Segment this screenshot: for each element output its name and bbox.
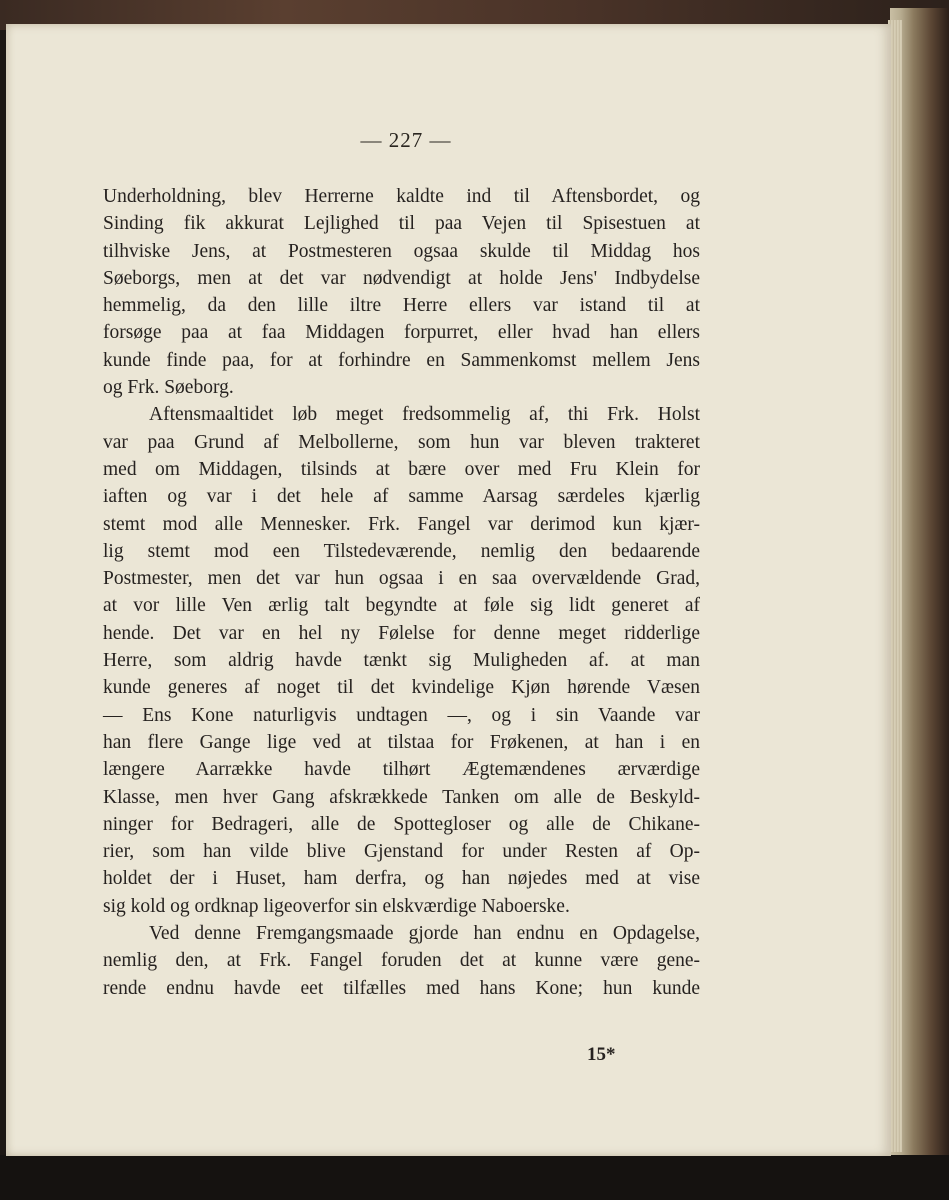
text-line: Søeborgs, men at det var nødvendigt at holde Jens' Indbydelse	[103, 267, 700, 289]
text-line: nemlig den, at Frk. Fangel foruden det at kunne være gene-	[103, 950, 700, 972]
text-line: Underholdning, blev Herrerne kaldte ind til Aftensbordet, og	[103, 186, 700, 207]
text-line: at vor lille Ven ærlig talt begyndte at føle sig lidt generet af	[103, 595, 700, 617]
text-line: Sinding fik akkurat Lejlighed til paa Vejen til Spisestuen at	[103, 213, 700, 235]
text-line: Klasse, men hver Gang afskrækkede Tanken om alle de Beskyld-	[103, 786, 700, 808]
text-line: rier, som han vilde blive Gjenstand for under Resten af Op-	[103, 841, 700, 863]
text-line: hende. Det var en hel ny Følelse for denne meget ridderlige	[103, 622, 700, 644]
page-body-text	[103, 183, 700, 1002]
text-line: var paa Grund af Melbollerne, som hun var bleven trakteret	[103, 431, 700, 453]
text-line: Aftensmaaltidet løb meget fredsommelig af, thi Frk. Holst	[149, 404, 700, 426]
text-line: han flere Gange lige ved at tilstaa for Frøkenen, at han i en	[103, 731, 700, 753]
text-line: forsøge paa at faa Middagen forpurret, eller hvad han ellers	[103, 322, 700, 344]
text-line: iaften og var i det hele af samme Aarsag særdeles kjærlig	[103, 486, 700, 508]
text-line: sig kold og ordknap ligeoverfor sin elskværdige Naboerske.	[103, 895, 570, 917]
text-line: kunde finde paa, for at forhindre en Sammenkomst mellem Jens	[103, 349, 700, 371]
text-line: med om Middagen, tilsinds at bære over med Fru Klein for	[103, 458, 700, 480]
text-line: stemt mod alle Mennesker. Frk. Fangel var derimod kun kjær-	[103, 513, 700, 535]
book-bottom-edge	[0, 1155, 949, 1200]
signature-mark: 15*	[587, 1044, 616, 1065]
book-page	[6, 24, 891, 1156]
text-line: holdet der i Huset, ham derfra, og han nøjedes med at vise	[103, 868, 700, 890]
text-line: længere Aarrække havde tilhørt Ægtemændenes ærværdige	[103, 759, 700, 781]
text-line: tilhviske Jens, at Postmesteren ogsaa skulde til Middag hos	[103, 240, 700, 262]
text-line: Ved denne Fremgangsmaade gjorde han endnu en Opdagelse,	[149, 923, 700, 945]
text-line: ninger for Bedrageri, alle de Spottegloser og alle de Chikane-	[103, 813, 700, 835]
text-line: og Frk. Søeborg.	[103, 377, 234, 399]
text-line: Herre, som aldrig havde tænkt sig Muligheden af. at man	[103, 650, 700, 672]
text-line: Postmester, men det var hun ogsaa i en saa overvældende Grad,	[103, 568, 700, 590]
text-line: hemmelig, da den lille iltre Herre ellers var istand til at	[103, 295, 700, 317]
text-line: — Ens Kone naturligvis undtagen —, og i sin Vaande var	[103, 704, 700, 726]
text-line: kunde generes af noget til det kvindelige Kjøn hørende Væsen	[103, 677, 700, 699]
text-line: rende endnu havde eet tilfælles med hans Kone; hun kunde	[103, 977, 700, 999]
text-line: lig stemt mod een Tilstedeværende, nemlig den bedaarende	[103, 540, 700, 562]
page-number-header: — 227 —	[360, 128, 452, 152]
